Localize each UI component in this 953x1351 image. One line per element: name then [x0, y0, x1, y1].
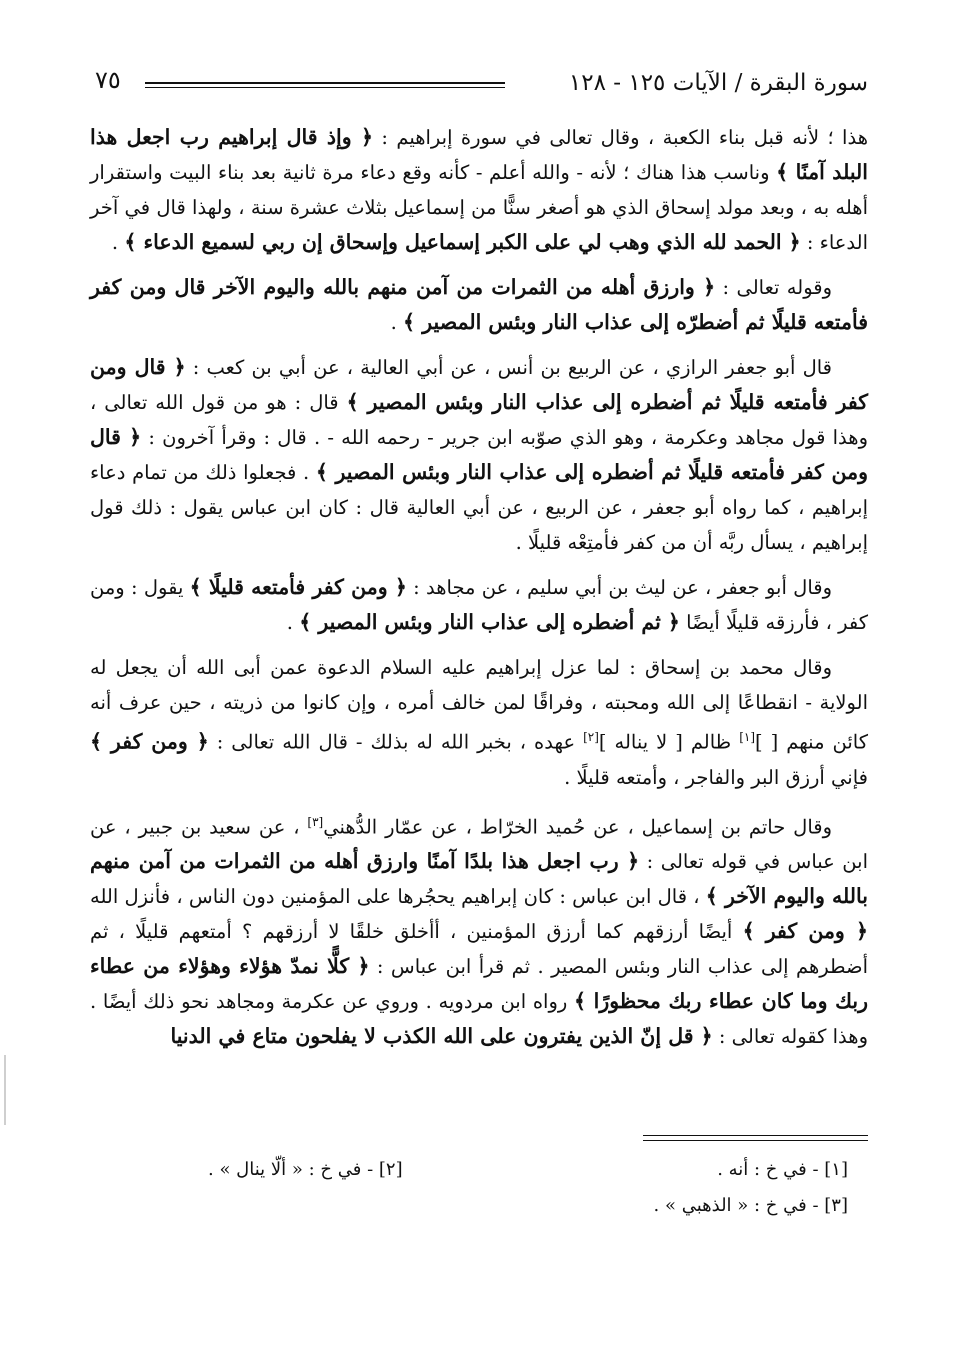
footnote-row	[108, 1188, 848, 1224]
body-text: رواه ابن مردويه . وروي عن عكرمة ومجاهد نحو ذلك أيضًا . وهذا كقوله تعالى :	[90, 990, 868, 1048]
footnote-row	[108, 1152, 848, 1188]
body-text: ، عن سعيد بن جبير ، عن ابن عباس في قوله تعالى :	[90, 815, 868, 873]
footnotes	[108, 1152, 848, 1224]
body-text: . فجعلوا ذلك من تمام دعاء إبراهيم ، كما رواه أبو جعفر ، عن الربيع ، عن أبي العالية قال : كان ابن عباس يقول : ذلك قول إبراهيم ، يسأل ربَّه أن من كفر فأمتِعْه قليلًا .	[90, 461, 868, 554]
body-text: قال : هو من قول الله تعالى ، وهذا قول مجاهد وعكرمة ، وهو الذي صوّبه ابن جرير - رحمه الله - . قال : وقرأ آخرون :	[90, 391, 868, 449]
quran-verse: ﴿ الحمد لله الذي وهب لي على الكبر إسماعيل وإسحاق إن ربي لسميع الدعاء ﴾	[124, 230, 801, 254]
page-header	[95, 62, 868, 102]
paragraph	[90, 270, 868, 340]
body-text: عهده ، بخبر الله له بذلك - قال الله تعالى :	[208, 730, 584, 754]
quran-verse: ﴿ وإذ قال إبراهيم رب اجعل هذا البلد آمنًا ﴾	[90, 125, 868, 184]
paragraph	[90, 350, 868, 560]
footnote-rule	[643, 1135, 868, 1136]
body-text: .	[286, 611, 300, 634]
body-text: قال أبو جعفر الرازي ، عن الربيع بن أنس ، عن أبي العالية ، عن أبي بن كعب :	[185, 356, 832, 379]
header-rule-thin	[145, 87, 505, 88]
paragraph	[90, 120, 868, 260]
footnote-rule-thin	[643, 1140, 868, 1141]
quran-verse: ﴿ قال ومن كفر فأمتعه قليلًا ثم أضطره إلى عذاب النار وبئس المصير ﴾	[90, 355, 868, 414]
body-text: هذا ؛ لأنه قبل بناء الكعبة ، وقال تعالى في سورة إبراهيم :	[372, 126, 868, 149]
body-text: .	[111, 231, 125, 254]
page-body	[90, 120, 868, 1064]
footnote: [١] - في خ : أنه .	[717, 1159, 848, 1180]
paragraph	[90, 570, 868, 640]
quran-verse: ﴿ ومن كفر ﴾	[90, 729, 209, 754]
paragraph	[90, 805, 868, 1055]
body-text: وقوله تعالى :	[715, 276, 832, 299]
quran-verse: ﴿ ومن كفر فأمتعه قليلًا ﴾	[189, 575, 407, 599]
footnote: [٣] - في خ : « الذهبي » .	[653, 1195, 848, 1216]
quran-verse: ﴿ رب اجعل هذا بلدًا آمنًا وارزق أهله من الثمرات من آمن منهم بالله واليوم الآخر ﴾	[90, 849, 868, 908]
quran-verse: ﴿ وارزق أهله من الثمرات من آمن منهم بالله واليوم الآخر قال ومن كفر فأمتعه قليلًا ثم أضطرّه إلى عذاب النار وبئس المصير ﴾	[90, 275, 868, 334]
body-text: وناسب هذا هناك ؛ لأنه - والله أعلم - كأنه وقع دعاء مرة ثانية بعد بناء البيت واستقرار أهله به ، وبعد مولد إسحاق الذي هو أصغر سنًّا من إسماعيل بثلاث عشرة سنة ، ولهذا قال في آخر الدعاء :	[90, 161, 868, 254]
body-text: .	[390, 311, 404, 334]
running-title: سورة البقرة / الآيات ١٢٥ - ١٢٨	[568, 70, 868, 96]
footnote: [٢] - في خ : « ألّا ينال » .	[208, 1159, 403, 1180]
scan-edge-mark	[4, 1055, 6, 1125]
body-text: يقول : ومن كفر ، فأرزقه قليلًا أيضًا	[90, 576, 868, 634]
body-text: فإني أرزق البر والفاجر ، وأمتعه قليلًا .	[564, 765, 868, 789]
footnote-marker: [١]	[739, 730, 756, 744]
body-text: وقال حاتم بن إسماعيل ، عن حُميد الخرّاط ، عن عمّار الدُّهني	[323, 815, 832, 838]
quran-verse: ﴿ قال ومن كفر فأمتعه قليلًا ثم أضطره إلى عذاب النار وبئس المصير ﴾	[90, 425, 868, 484]
footnote-marker: [٢]	[583, 730, 599, 744]
page-number: ٧٥	[95, 66, 121, 94]
footnote-marker: [٣]	[307, 814, 324, 829]
quran-verse: ﴿ قل إنّ الذين يفترون على الله الكذب لا يفلحون متاع في الدنيا	[170, 1024, 713, 1048]
quran-verse: ﴿ كلًّا نمدّ هؤلاء وهؤلاء من عطاء ربك وما كان عطاء ربك محظورًا ﴾	[90, 954, 868, 1013]
quran-verse: ﴿ ثم أضطره إلى عذاب النار وبئس المصير ﴾	[299, 610, 680, 634]
body-text: وقال محمد بن إسحاق : لما عزل إبراهيم عليه السلام الدعوة عمن أبى الله أن يجعل له الولاية - انقطاعًا إلى الله ومحبته ، وفراقًا لمن خالف أمره ، وإن كانوا من ذريته ، حين عرف أنه كائن منهم [ ]	[90, 656, 868, 754]
header-rule	[145, 82, 505, 84]
body-text: ، قال ابن عباس : كان إبراهيم يحجُرها على المؤمنين دون الناس ، فأنزل الله	[90, 885, 706, 908]
body-text: ظالم [ لا يناله ]	[598, 730, 740, 754]
body-text: وقال أبو جعفر ، عن ليث بن أبي سليم ، عن مجاهد :	[406, 576, 833, 599]
body-text: أيضًا أرزقهم كما أرزق المؤمنين ، أأخلق خلقًا لا أرزقهم ؟ أمتعهم قليلًا ، ثم أضطرهم إلى عذاب النار وبئس المصير . ثم قرأ ابن عباس :	[90, 920, 868, 978]
paragraph	[90, 650, 868, 795]
quran-verse: ﴿ ومن كفر ﴾	[742, 919, 868, 943]
